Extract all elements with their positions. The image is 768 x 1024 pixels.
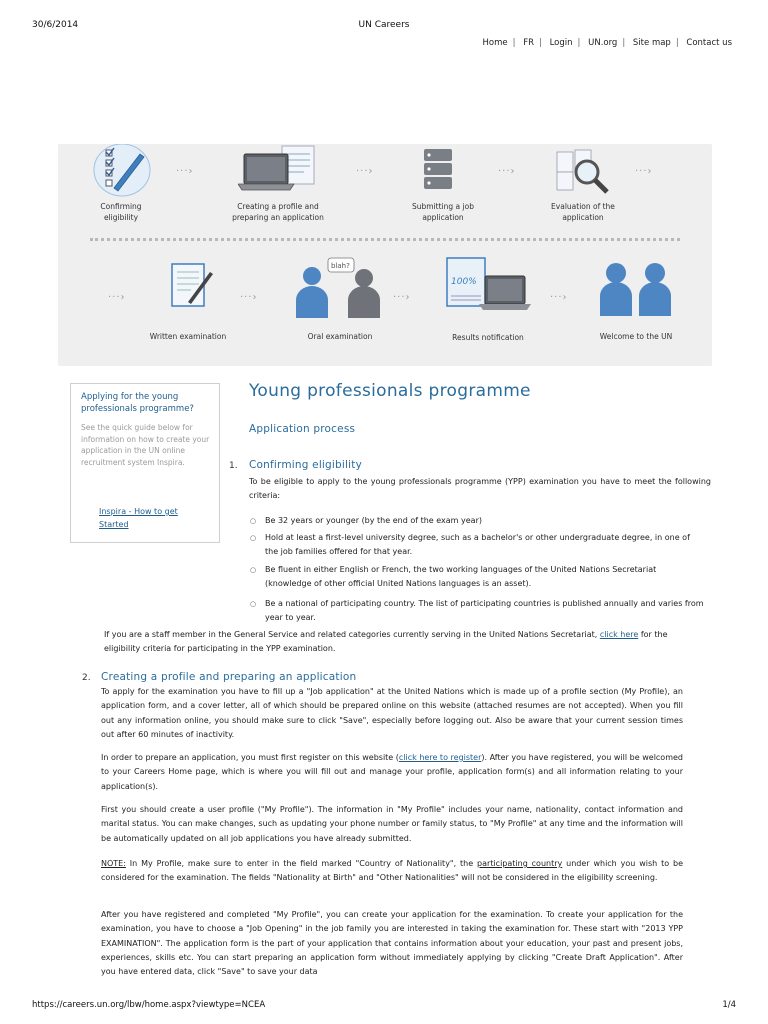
arrow-icon: ···›: [550, 292, 568, 303]
criterion-text: Be a national of participating country. The list of participating countries is published annually and varies from year to year.: [265, 599, 704, 623]
step-number: 2.: [82, 673, 91, 683]
paragraph: To apply for the examination you have to fill up a "Job application" at the United Nations which is made up of a profile section (My Profile), an application form, and a cover letter, all of which should be prepared online on this website (attached resumes are not accepted). When you fill out any information online, you should make sure to click "Save", especially before logging out. Also be aware that your current session times out after 60 minutes of inactivity.: [101, 687, 683, 739]
print-date: 30/6/2014: [32, 20, 79, 30]
nav-french[interactable]: FR: [523, 38, 535, 48]
page-number: 1/4: [722, 1000, 736, 1010]
sidebar-text: See the quick guide below for information on how to create your application in the UN online recruitment system Inspira.: [81, 423, 210, 467]
sidebar-help-box: [70, 383, 220, 543]
staff-criteria-link[interactable]: click here: [599, 630, 639, 639]
speech-bubble-text: blah?: [331, 262, 350, 270]
arrow-icon: ···›: [356, 166, 374, 177]
nav-contact-us[interactable]: Contact us: [686, 38, 732, 48]
staff-member-note: If you are a staff member in the General Service and related categories currently serving in the United Nations Secretariat, click here for the eligibility criteria for participating in the YPP examination.: [104, 630, 668, 654]
criterion-text: Hold at least a first-level university degree, such as a bachelor's or other undergraduate degree, in one of the job families offered for that year.: [265, 533, 690, 557]
checklist-icon: [92, 144, 154, 202]
stamp-text: 100%: [451, 277, 477, 287]
server-icon: [423, 148, 453, 194]
nav-un-org[interactable]: UN.org: [588, 38, 618, 48]
arrow-icon: ···›: [635, 166, 653, 177]
nav-login[interactable]: Login: [549, 38, 573, 48]
section-subtitle: Application process: [249, 423, 356, 435]
step-label-creating-profile: Creating a profile and preparing an application: [232, 202, 324, 222]
paragraph: In order to prepare an application, you must first register on this website (click here to register). After you have registered, you will be welcomed to your Careers Home page, which is where you will fill out and manage your profile, application form(s) and all information relating to your application(s).: [101, 753, 683, 791]
people-talking-icon: [294, 256, 390, 322]
document-pencil-icon: [170, 262, 214, 314]
divider: [90, 238, 680, 241]
arrow-icon: ···›: [108, 292, 126, 303]
step-label-welcome: Welcome to the UN: [599, 332, 673, 341]
nav-site-map[interactable]: Site map: [632, 38, 671, 48]
laptop-result-icon: [445, 256, 541, 320]
section-heading-eligibility: Confirming eligibility: [249, 459, 362, 471]
print-url: https://careers.un.org/lbw/home.aspx?viewtype=NCEA: [32, 1000, 266, 1010]
register-link[interactable]: click here to register: [398, 753, 482, 762]
nav-home[interactable]: Home: [482, 38, 508, 48]
top-navigation: Home | FR | Login | UN.org | Site map | Contact us: [482, 38, 732, 48]
step-label-confirming-eligibility: Confirming eligibility: [100, 202, 142, 222]
step-label-written-exam: Written examination: [149, 332, 227, 341]
sidebar-title: Applying for the young professionals programme?: [81, 392, 194, 414]
eligibility-intro: To be eligible to apply to the young professionals programme (YPP) examination you have to meet the following criteria:: [249, 477, 711, 501]
magnifier-documents-icon: [555, 148, 613, 198]
application-process-diagram: [58, 144, 712, 366]
arrow-icon: ···›: [176, 166, 194, 177]
participating-country-link[interactable]: participating country: [477, 859, 563, 868]
arrow-icon: ···›: [393, 292, 411, 303]
criterion-text: Be 32 years or younger (by the end of the exam year): [265, 516, 482, 525]
list-item: ○ Be fluent in either English or French, the two working languages of the United Nations Secretariat (knowledge of other official United Nations languages is an asset).: [250, 565, 657, 589]
welcome-people-icon: [598, 260, 674, 322]
paragraph: First you should create a user profile ("My Profile"). The information in "My Profile" includes your name, nationality, contact information and marital status. You can make changes, such as updating your phone number or family status, to "My Profile" at any time and the information will be automatically updated on all job applications you have already submitted.: [101, 805, 683, 843]
list-item: ○ Be 32 years or younger (by the end of the exam year): [250, 516, 482, 525]
step-label-results: Results notification: [452, 333, 524, 342]
inspira-guide-link[interactable]: Inspira - How to get Started: [99, 507, 178, 529]
paragraph: After you have registered and completed "My Profile", you can create your application for the examination. To create your application for the examination, you have to choose a "Job Opening" in the job family you are interested in taking the examination for. These start with "2013 YPP EXAMINATION". The application form is the part of your application that contains information about your education, your past and present jobs, experiences, skills etc. You can start preparing an application form without immediately applying by clicking "Create Draft Application". After you have entered data, click "Save" to save your data: [101, 910, 683, 977]
note-paragraph: NOTE: In My Profile, make sure to enter in the field marked "Country of Nationality", the participating country under which you wish to be considered for the examination. The fields "Nationality at Birth" and "Other Nationalities" will not be considered in the eligibility screening.: [101, 859, 684, 883]
step-label-oral-exam: Oral examination: [307, 332, 373, 341]
step-label-submitting-application: Submitting a job application: [412, 202, 474, 222]
step-label-evaluation: Evaluation of the application: [551, 202, 615, 222]
print-title: UN Careers: [358, 20, 410, 30]
note-label: NOTE:: [101, 859, 126, 868]
list-item: ○ Be a national of participating country. The list of participating countries is published annually and varies from year to year.: [250, 599, 704, 623]
laptop-document-icon: [238, 144, 324, 198]
section-heading-profile: Creating a profile and preparing an application: [101, 671, 357, 683]
arrow-icon: ···›: [498, 166, 516, 177]
page-title: Young professionals programme: [249, 381, 531, 401]
criterion-text: Be fluent in either English or French, the two working languages of the United Nations Secretariat (knowledge of other official United Nations languages is an asset).: [265, 565, 657, 589]
step-number: 1.: [229, 461, 238, 471]
list-item: ○ Hold at least a first-level university degree, such as a bachelor's or other undergraduate degree, in one of the job families offered for that year.: [250, 533, 690, 557]
arrow-icon: ···›: [240, 292, 258, 303]
